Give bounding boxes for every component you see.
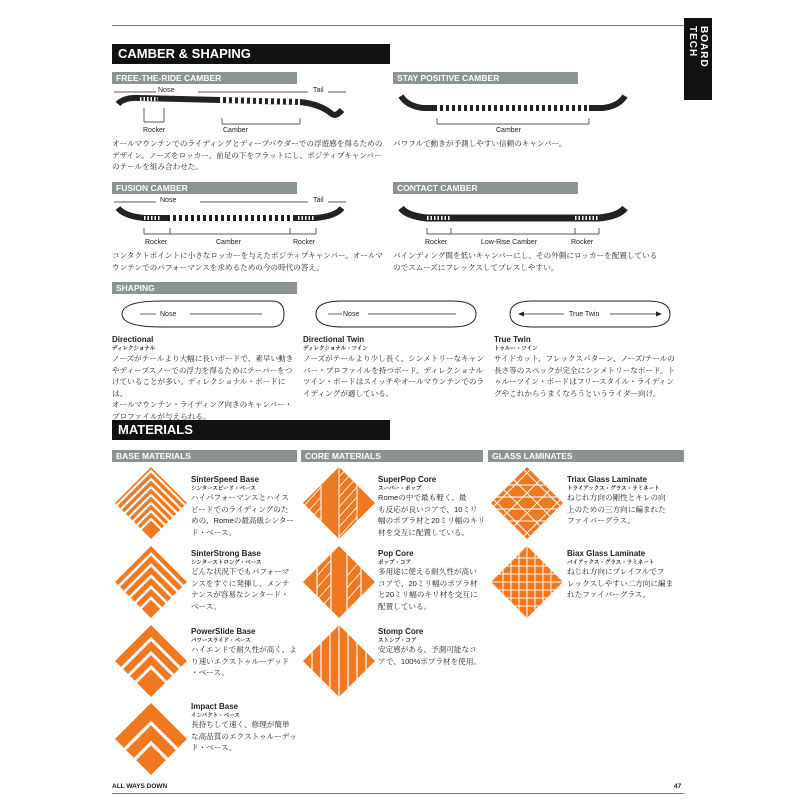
camber-shaping-title: CAMBER & SHAPING — [112, 44, 390, 64]
contact-rocker-left-label: Rocker — [425, 239, 448, 246]
core-materials-bar: CORE MATERIALS — [301, 450, 483, 462]
desc-line: 配置している。 — [378, 601, 432, 611]
base-materials-bar: BASE MATERIALS — [112, 450, 297, 462]
fusion-camber-bar: FUSION CAMBER — [112, 182, 297, 194]
directional-sub: ディレクショナル — [112, 346, 156, 352]
impact-base-block — [191, 702, 301, 754]
contact-camber-bar: CONTACT CAMBER — [393, 182, 578, 194]
directional-name: Directional — [112, 335, 154, 344]
superpop-sub: スーパー・ポップ — [378, 486, 422, 492]
board-tech-tab: BOARD TECH — [684, 18, 712, 100]
free-camber-label: Camber — [223, 127, 248, 134]
directional-block — [112, 335, 300, 422]
desc-line: コンタクトポイントに小さなロッカーを与えたポジティブキャンバー。オールマ — [112, 251, 384, 260]
superpop-name: SuperPop Core — [378, 475, 437, 484]
sinterstrong-base-icon — [115, 546, 187, 618]
desc-line: ファイバーグラス。 — [567, 516, 636, 525]
footer-left: ALL WAYS DOWN — [112, 783, 168, 790]
desc-line: Romeの中で最も軽く、最 — [378, 493, 467, 502]
desc-line: り速いエクストゥルーデッド — [191, 656, 290, 666]
page-number: 47 — [674, 783, 682, 790]
desc-line: ねじれ方向の剛性とキレの向 — [567, 493, 666, 502]
desc-line: ノーズがテールより少し長く、シンメトリーなキャン — [303, 354, 484, 363]
true-twin-sub: トゥルー・ツイン — [494, 346, 538, 352]
contact-desc — [393, 250, 678, 273]
sinterstrong-base-block — [191, 549, 301, 612]
desc-line: ウンテンでのパフォーマンスを求めるための今の時代の答え。 — [112, 262, 325, 272]
desc-line: けていることが多い。ディレクショナル・ボードには、 — [112, 377, 286, 398]
desc-line: ゥルーツイン・ボードはフリースタイル・ライディン — [494, 377, 674, 386]
desc-line: グやこれからうまくなろうというライダー向け。 — [494, 388, 661, 398]
contact-rocker-right-label: Rocker — [571, 239, 594, 246]
triax-sub: トライアックス・グラス・ラミネート — [567, 486, 660, 492]
desc-line: めの、Romeの最高級シンター — [191, 516, 294, 525]
desc-line: ハイエンドで耐久性が高く、よ — [191, 645, 297, 654]
pop-core-icon — [303, 546, 375, 618]
desc-line: と20ミリ幅のキリ材を交互に — [378, 590, 478, 599]
desc-line: オールマウンテンでのライディングとディープパウダーでの浮遊感を得るための — [112, 139, 383, 148]
triax-glass-icon — [491, 467, 563, 539]
desc-line: ・ベース。 — [191, 668, 229, 677]
desc-line: オールマウンテン・ライディング向きのキャンバー・ — [112, 400, 293, 409]
directional-twin-nose-label: Nose — [343, 311, 360, 318]
stomp-core-name: Stomp Core — [378, 627, 424, 636]
triax-glass-block — [567, 475, 684, 527]
sinterspeed-sub: シンタースピード・ベース — [191, 486, 256, 492]
desc-line: デザイン。ノーズをロッカー、前足の下をフラットにし、ポジティブキャンバー — [112, 150, 382, 160]
desc-line: ナンスが容易なシンタード・ — [191, 590, 289, 599]
desc-line: ド・ベース。 — [191, 527, 237, 537]
sinterstrong-sub: シンターストロング・ベース — [191, 560, 262, 566]
triax-name: Triax Glass Laminate — [567, 475, 648, 484]
sinterspeed-name: SinterSpeed Base — [191, 475, 260, 484]
free-tail-label: Tail — [313, 87, 324, 94]
desc-line: 長持ちして速く、修理が簡単 — [191, 720, 290, 729]
superpop-core-icon — [303, 467, 375, 539]
directional-twin-block — [303, 335, 491, 399]
desc-line: ツイン・ボードはスイッチやオールマウンテンでのラ — [303, 377, 485, 386]
desc-line: やディープスノーでの浮力を得るためにテーパーをつ — [112, 365, 293, 375]
desc-line: れたファイバーグラス。 — [567, 590, 651, 599]
desc-line: ンスをすぐに発揮し、メンテ — [191, 578, 290, 588]
directional-twin-name: Directional Twin — [303, 335, 365, 344]
stomp-core-sub: ストンプ・コア — [378, 638, 417, 644]
desc-line: 安定感がある、予測可能なコ — [378, 645, 477, 654]
pop-core-name: Pop Core — [378, 549, 414, 558]
glass-laminates-bar: GLASS LAMINATES — [488, 450, 684, 462]
biax-name: Biax Glass Laminate — [567, 549, 646, 558]
desc-line: ノーズがテールより大幅に長いボードで、素早い動き — [112, 354, 294, 363]
sinterspeed-base-icon — [115, 467, 187, 539]
powerslide-sub: パワースライド・ベース — [191, 638, 251, 644]
stay-positive-camber-bar: STAY POSITIVE CAMBER — [393, 72, 578, 84]
fusion-diagram — [110, 194, 350, 244]
desc-line: アで、100%ポプラ材を使用。 — [378, 656, 482, 666]
pop-core-sub: ポップ・コア — [378, 560, 412, 566]
free-the-ride-desc — [112, 138, 392, 173]
directional-twin-sub: ディレクショナル・ツイン — [303, 346, 368, 352]
desc-line: パワフルで動きが予測しやすい信頼のキャンバー。 — [393, 139, 567, 148]
fusion-rocker-left-label: Rocker — [145, 239, 168, 246]
desc-line: 上のための三方向に編まれた — [567, 504, 666, 514]
sinterspeed-base-block — [191, 475, 301, 538]
materials-title: MATERIALS — [112, 420, 390, 440]
desc-line: バー・プロファイルを持つボード。ディレクショナル — [303, 365, 484, 375]
desc-line: 多用途に使える耐久性が高い — [378, 567, 477, 576]
desc-line: コアで、20ミリ幅のポプラ材 — [378, 578, 478, 588]
fusion-desc — [112, 250, 392, 273]
desc-line: バインディング間を低いキャンバーにし、その外側にロッカーを配置している — [393, 251, 658, 260]
contact-diagram — [393, 194, 633, 244]
powerslide-name: PowerSlide Base — [191, 627, 256, 636]
desc-line: な高品質のエクストゥルーデッ — [191, 731, 297, 741]
desc-line: ド・ベース。 — [191, 743, 237, 752]
desc-line: レックスしやすい二方向に編ま — [567, 578, 674, 588]
desc-line: のテールを組み合わせた。 — [112, 162, 203, 171]
desc-line: サイドカット、フレックスパターン、ノーズ/テールの — [494, 354, 675, 363]
directional-twin-shape — [306, 297, 486, 331]
impact-name: Impact Base — [191, 702, 239, 711]
fusion-camber-label: Camber — [216, 239, 241, 246]
pop-core-block — [378, 549, 488, 612]
desc-line: も反応が良いコアで、10ミリ — [378, 504, 478, 514]
impact-sub: インパクト・ベース — [191, 713, 240, 719]
stomp-core-icon — [303, 625, 375, 697]
bottom-rule — [112, 793, 684, 794]
stay-camber-label: Camber — [496, 127, 521, 134]
free-rocker-label: Rocker — [143, 127, 166, 134]
directional-shape — [112, 297, 292, 331]
powerslide-base-block — [191, 627, 301, 679]
desc-line: 幅のポプラ材と20ミリ幅のキリ — [378, 516, 486, 525]
powerslide-base-icon — [115, 625, 187, 697]
stomp-core-block — [378, 627, 488, 667]
directional-nose-label: Nose — [160, 311, 177, 318]
impact-base-icon — [115, 703, 187, 775]
fusion-rocker-right-label: Rocker — [293, 239, 316, 246]
fusion-tail-label: Tail — [313, 197, 324, 204]
desc-line: プロファイルが与えられる。 — [112, 411, 211, 421]
true-twin-block — [494, 335, 684, 399]
desc-line: イディングが適している。 — [303, 388, 394, 398]
contact-camber-label: Low-Rise Camber — [481, 239, 538, 246]
desc-line: ハイパフォーマンスとハイス — [191, 493, 289, 502]
fusion-nose-label: Nose — [160, 197, 177, 204]
desc-line: どんな状況下でもパフォーマ — [191, 567, 290, 576]
true-twin-name: True Twin — [494, 335, 531, 344]
desc-line: 長さ等のスペックが完全にシンメトリーなボード。ト — [494, 365, 676, 375]
true-twin-inner-label: True Twin — [569, 311, 600, 318]
desc-line: ベース。 — [191, 601, 222, 611]
superpop-core-block — [378, 475, 488, 538]
desc-line: ピードでのライディングのた — [191, 504, 289, 514]
desc-line: のでスムーズにフレックスしてプレスしやすい。 — [393, 262, 559, 272]
biax-sub: バイアックス・グラス・ラミネート — [567, 560, 655, 566]
desc-line: 材を交互に配置している。 — [378, 527, 470, 537]
shaping-bar: SHAPING — [112, 282, 297, 294]
top-rule — [112, 25, 684, 26]
free-the-ride-camber-bar: FREE-THE-RIDE CAMBER — [112, 72, 297, 84]
sinterstrong-name: SinterStrong Base — [191, 549, 261, 558]
desc-line: ねじれ方向にプレイフルでフ — [567, 567, 665, 576]
biax-glass-icon — [491, 546, 563, 618]
biax-glass-block — [567, 549, 684, 601]
stay-positive-desc — [393, 138, 673, 150]
free-nose-label: Nose — [158, 87, 175, 94]
